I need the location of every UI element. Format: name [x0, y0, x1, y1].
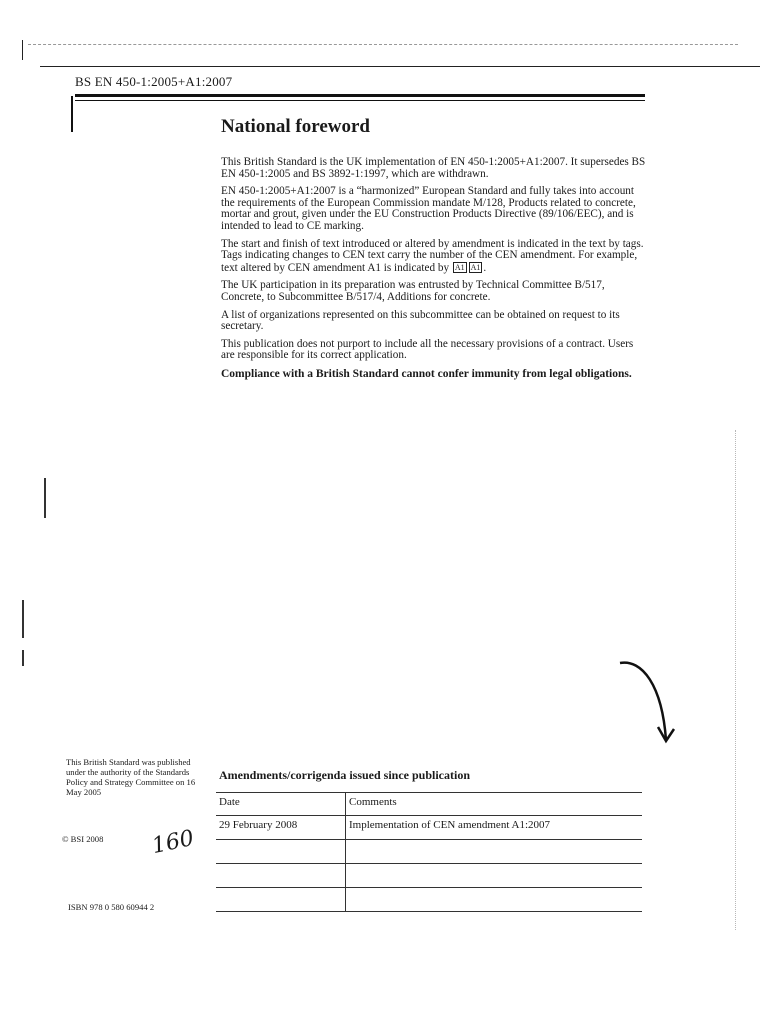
amendment-date: 29 February 2008	[216, 816, 346, 840]
table-row	[216, 864, 642, 888]
handwritten-note: 160	[149, 825, 197, 860]
scan-page-edge-line	[40, 66, 760, 67]
table-row	[216, 816, 642, 840]
scan-edge-mark	[22, 40, 23, 60]
amendment-comment	[346, 840, 643, 864]
foreword-body	[221, 157, 646, 386]
amendment-comment: Implementation of CEN amendment A1:2007	[346, 816, 643, 840]
amendment-date	[216, 864, 346, 888]
standard-header: BS EN 450-1:2005+A1:2007	[75, 74, 233, 89]
paragraph: The UK participation in its preparation was entrusted by Technical Committee B/517, Concrete, to Subcommittee B/517/4, Additions for concrete.	[221, 279, 605, 303]
scan-dashed-line	[28, 44, 738, 45]
amendment-date	[216, 888, 346, 912]
tags-paragraph-text: The start and finish of text introduced or altered by amendment is indicated in the text by tags. Tags indicating changes to CEN text carry the number of the CEN amendment. For example, text altered by CEN amendment A1 is indicated by	[221, 237, 644, 274]
column-header-comments: Comments	[346, 793, 643, 816]
paragraph: EN 450-1:2005+A1:2007 is a “harmonized” European Standard and fully takes into account the requirements of the European Commission mandate M/128, Products related to concrete, mortar and grout, given under the EU Construction Products Directive (89/106/EEC), and is intended to lead to CE marking.	[221, 185, 636, 232]
amendment-comment	[346, 888, 643, 912]
paragraph: A list of organizations represented on this subcommittee can be obtained on request to its secretary.	[221, 308, 620, 333]
compliance-note: Compliance with a British Standard cannot confer immunity from legal obligations.	[221, 367, 632, 380]
scan-staple-mark	[44, 478, 60, 518]
paragraph: This publication does not purport to include all the necessary provisions of a contract. Users are responsible for its correct application.	[221, 337, 634, 362]
amendment-comment	[346, 864, 643, 888]
header-margin-bar	[71, 96, 73, 132]
header-rule	[75, 100, 645, 101]
handwritten-arrow-icon	[612, 655, 692, 750]
amendment-close-tag: A1	[470, 262, 481, 272]
scan-noise-edge	[735, 430, 758, 930]
amendment-date	[216, 840, 346, 864]
scan-margin-mark	[22, 650, 24, 666]
amendments-table	[216, 792, 642, 912]
table-row	[216, 888, 642, 912]
isbn: ISBN 978 0 580 60944 2	[68, 902, 155, 912]
tags-paragraph: The start and finish of text introduced or altered by amendment is indicated in the text by tags. Tags indicating changes to CEN text carry the number of the CEN amendment. For example, text altered by CEN amendment A1 is indicated by A1 A1 .	[221, 237, 644, 274]
amendments-title: Amendments/corrigenda issued since publication	[219, 768, 471, 782]
page-title: National foreword	[221, 116, 370, 137]
table-row	[216, 840, 642, 864]
publication-note: This British Standard was published under the authority of the Standards Policy and Strategy Committee on 16 May 2005	[66, 757, 196, 797]
column-header-date: Date	[216, 793, 346, 816]
header-rule	[75, 94, 645, 97]
amendment-open-tag: A1	[454, 262, 465, 272]
scan-margin-mark	[22, 600, 24, 638]
table-header-row	[216, 793, 642, 816]
copyright-notice: © BSI 2008	[62, 834, 104, 844]
paragraph: This British Standard is the UK implementation of EN 450-1:2005+A1:2007. It supersedes BS EN 450-1:2005 and BS 3892-1:1997, which are withdrawn.	[221, 156, 646, 180]
